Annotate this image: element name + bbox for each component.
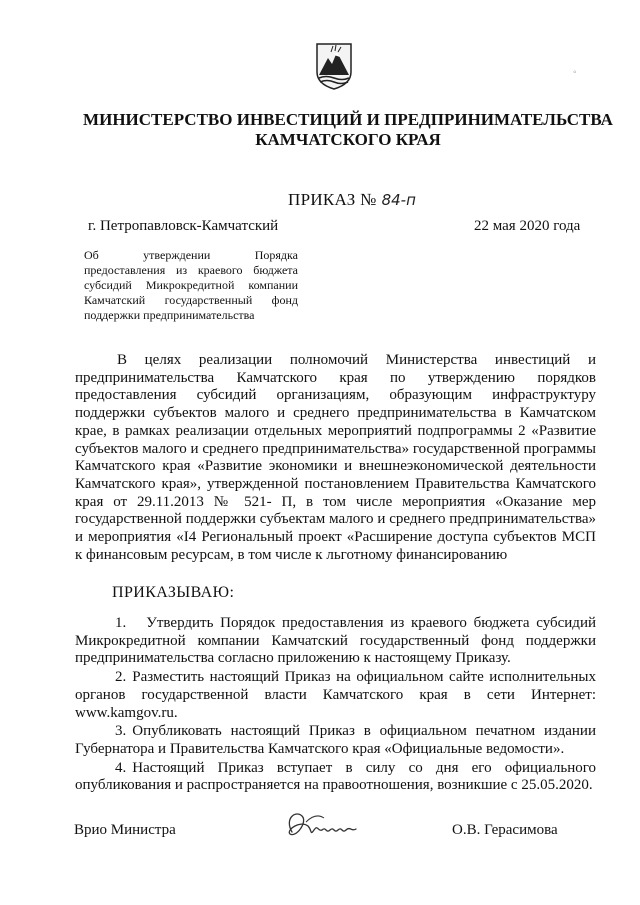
preamble-text: В целях реализации полномочий Министерства инвестиций и предпринимательства Камчатского края по утверждению порядков предоставления субсидий организациям, образующим инфраструктуру поддержки субъектов малого и среднего предпринимательства в Камчатском крае, в рамках реализации отдельных мероприятий подпрограммы 2 «Развитие субъектов малого и среднего предпринимательства» государственной программы Камчатского края «Развитие экономики и внешнеэкономической деятельности Камчатского края», утвержденной постановлением Правительства Камчатского края от 29.11.2013 № 521- П, в том числе мероприятия «Оказание мер государственной поддержки субъектам малого и среднего предпринимательства» и мероприятия «I4 Региональный проект «Расширение доступа субъектов МСП к финансовым ресурсам, в том числе к льготному финансированию bbox=[75, 352, 596, 563]
item-text: Разместить настоящий Приказ на официальном сайте исполнительных органов государственной власти Камчатского края в сети Интернет: www.kamgov.ru. bbox=[75, 669, 596, 721]
order-item bbox=[75, 723, 596, 758]
scan-speck: ◦ bbox=[573, 67, 577, 78]
ministry-header bbox=[60, 110, 636, 150]
item-text: Опубликовать настоящий Приказ в официальном печатном издании Губернатора и Правительства Камчатского края «Официальные ведомости». bbox=[75, 723, 596, 757]
handwritten-signature bbox=[282, 808, 372, 844]
coat-of-arms-icon bbox=[314, 42, 354, 90]
item-number: 1. bbox=[115, 615, 127, 631]
item-number: 4. bbox=[115, 759, 127, 776]
order-items bbox=[75, 615, 596, 796]
item-number: 2. bbox=[115, 669, 127, 686]
preamble bbox=[75, 352, 596, 564]
order-item bbox=[75, 669, 596, 722]
item-text: Утвердить Порядок предоставления из краевого бюджета субсидий Микрокредитной компании Камчатский государственный фонд поддержки предпринимательства согласно приложению к настоящему Приказу. bbox=[75, 615, 596, 667]
order-number: 84-п bbox=[381, 191, 416, 209]
item-number: 3. bbox=[115, 723, 127, 740]
command-word: ПРИКАЗЫВАЮ: bbox=[112, 584, 235, 601]
signatory-role: Врио Министра bbox=[74, 822, 176, 838]
order-item bbox=[75, 760, 596, 795]
signatory-name: О.В. Герасимова bbox=[452, 822, 558, 838]
ministry-region: КАМЧАТСКОГО КРАЯ bbox=[255, 130, 441, 149]
ministry-title: МИНИСТЕРСТВО ИНВЕСТИЦИЙ И ПРЕДПРИНИМАТЕЛЬСТВА bbox=[83, 110, 613, 129]
order-date: 22 мая 2020 года bbox=[474, 218, 581, 234]
order-title bbox=[288, 190, 416, 210]
item-text: Настоящий Приказ вступает в силу со дня его официального опубликования и распространяется на правоотношения, возникшие с 25.05.2020. bbox=[75, 759, 596, 794]
place: г. Петропавловск-Камчатский bbox=[88, 218, 279, 234]
order-item bbox=[75, 615, 596, 668]
order-label: ПРИКАЗ № bbox=[288, 190, 377, 209]
order-subject: Об утверждении Порядка предоставления из краевого бюджета субсидий Микрокредитной компании Камчатский государственный фонд поддержки предпринимательства bbox=[84, 248, 298, 322]
